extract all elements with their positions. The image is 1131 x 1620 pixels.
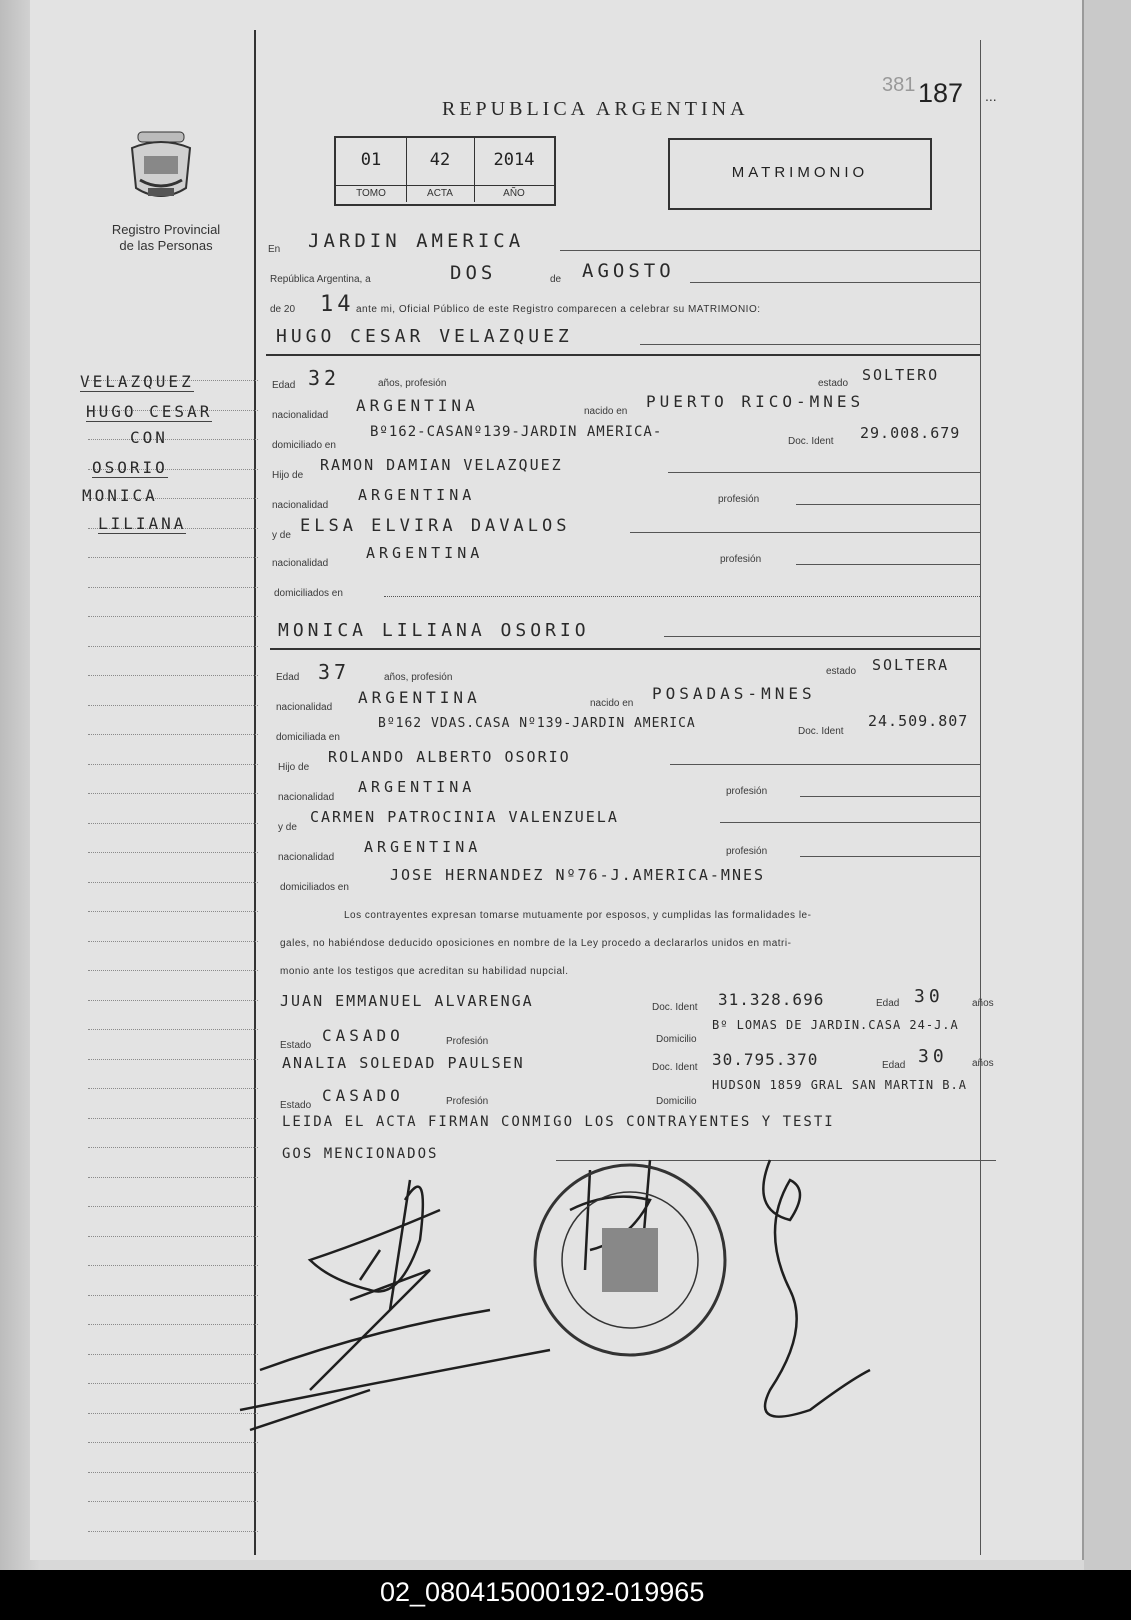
month-line xyxy=(690,282,980,283)
place: JARDIN AMERICA xyxy=(308,230,525,252)
page-edge xyxy=(1084,0,1131,1570)
ante-text: ante mi, Oficial Público de este Registro comparecen a celebrar su MATRIMONIO: xyxy=(356,304,761,315)
margin-rule xyxy=(88,970,258,971)
bride-mother-prof-line xyxy=(800,856,980,857)
witness1-profesion-label: Profesión xyxy=(446,1036,489,1047)
place-line xyxy=(560,250,980,251)
bride-doc-label: Doc. Ident xyxy=(798,726,844,737)
signatures-area xyxy=(230,1130,990,1530)
witness2-name: ANALIA SOLEDAD PAULSEN xyxy=(282,1054,525,1072)
record-type-box xyxy=(668,138,932,210)
bride-mother-nat-label: nacionalidad xyxy=(278,852,335,863)
witness2-domicilio: HUDSON 1859 GRAL SAN MARTIN B.A xyxy=(712,1078,967,1092)
margin-rule xyxy=(88,1088,258,1089)
groom-father-line xyxy=(668,472,980,473)
bride-father-nat: ARGENTINA xyxy=(358,778,476,796)
declaration-line1: Los contrayentes expresan tomarse mutuamente por esposos, y cumplidas las formalidades le- xyxy=(344,910,812,921)
margin-rule xyxy=(88,911,258,912)
margin-note-line4: OSORIO xyxy=(92,458,168,477)
bride-mother: CARMEN PATROCINIA VALENZUELA xyxy=(310,808,619,826)
officer-signature xyxy=(763,1160,870,1417)
groom-parents-address-line xyxy=(384,596,980,597)
acta-cell xyxy=(406,138,475,202)
witness1-doc: 31.328.696 xyxy=(718,990,825,1009)
groom-doc-label: Doc. Ident xyxy=(788,436,834,447)
bride-birthplace: POSADAS-MNES xyxy=(652,684,816,703)
declaration-line2: gales, no habiéndose deducido oposiciones en nombre de la Ley procedo a declararlos unidos en matri- xyxy=(280,938,792,949)
witness1-doc-label: Doc. Ident xyxy=(652,1002,698,1013)
groom-mother-profesion-label: profesión xyxy=(720,554,762,565)
de20-label: de 20 xyxy=(270,304,296,315)
margin-rule xyxy=(88,587,258,588)
groom-yde-label: y de xyxy=(272,530,291,541)
bride-mother-line xyxy=(720,822,980,823)
witness2-doc-label: Doc. Ident xyxy=(652,1062,698,1073)
groom-edad-label: Edad xyxy=(272,380,296,391)
bride-estado-label: estado xyxy=(826,666,857,677)
margin-rule xyxy=(88,1000,258,1001)
groom-mother-nat-label: nacionalidad xyxy=(272,558,329,569)
witness2-anios-label: años xyxy=(972,1058,994,1069)
witness1-name: JUAN EMMANUEL ALVARENGA xyxy=(280,992,534,1010)
margin-rule xyxy=(88,1029,258,1030)
margin-rule xyxy=(88,823,258,824)
record-type: MATRIMONIO xyxy=(731,164,869,181)
bride-father-profesion-label: profesión xyxy=(726,786,768,797)
margin-rule xyxy=(88,1531,258,1532)
margin-rule xyxy=(88,941,258,942)
margin-rule xyxy=(88,675,258,676)
witness2-domicilio-label: Domicilio xyxy=(656,1096,697,1107)
acta-label: ACTA xyxy=(406,185,474,202)
margin-note-line6: LILIANA xyxy=(98,514,187,533)
bride-name: MONICA LILIANA OSORIO xyxy=(278,620,590,641)
witness2-profesion-label: Profesión xyxy=(446,1096,489,1107)
groom-domiciliados-label: domiciliados en xyxy=(274,588,343,599)
document-code: 02_080415000192-019965 xyxy=(380,1577,705,1607)
tomo-value: 01 xyxy=(360,150,382,170)
year-suffix: 14 xyxy=(320,292,355,317)
margin-rule xyxy=(88,705,258,706)
bride-mother-nat: ARGENTINA xyxy=(364,838,482,856)
marriage-month: AGOSTO xyxy=(582,260,675,282)
bride-father-nat-label: nacionalidad xyxy=(278,792,335,803)
anio-value: 2014 xyxy=(493,150,535,170)
groom-hijo-label: Hijo de xyxy=(272,470,304,481)
witness1-anios-label: años xyxy=(972,998,994,1009)
bride-nationality: ARGENTINA xyxy=(358,688,481,707)
margin-rule xyxy=(88,646,258,647)
bride-name-line xyxy=(664,636,980,637)
margin-rule xyxy=(88,439,258,440)
groom-doc: 29.008.679 xyxy=(860,424,961,442)
margin-rule xyxy=(88,1118,258,1119)
anio-label: AÑO xyxy=(474,185,554,202)
faint-ref-number: 381 xyxy=(882,74,916,96)
margin-rule xyxy=(88,852,258,853)
provincial-seal-icon xyxy=(126,126,196,206)
bride-edad-label: Edad xyxy=(276,672,300,683)
tomo-label: TOMO xyxy=(336,185,406,202)
witness2-estado: CASADO xyxy=(322,1086,404,1105)
groom-father-nat-label: nacionalidad xyxy=(272,500,329,511)
bride-mother-profesion-label: profesión xyxy=(726,846,768,857)
groom-estado: SOLTERO xyxy=(862,366,940,384)
witness1-domicilio: Bº LOMAS DE JARDIN.CASA 24-J.A xyxy=(712,1018,959,1032)
witness2-edad-label: Edad xyxy=(882,1060,906,1071)
witness1-estado-label: Estado xyxy=(280,1040,312,1051)
folio-number: 187 xyxy=(918,78,964,108)
groom-mother: ELSA ELVIRA DAVALOS xyxy=(300,516,571,536)
bride-parents-address: JOSE HERNANDEZ Nº76-J.AMERICA-MNES xyxy=(390,866,766,884)
bride-domiciliados-label: domiciliados en xyxy=(280,882,349,893)
groom-estado-label: estado xyxy=(818,378,849,389)
margin-rule xyxy=(88,557,258,558)
groom-anios-label: años, profesión xyxy=(378,378,447,389)
marriage-day: DOS xyxy=(450,262,497,284)
groom-mother-line xyxy=(630,532,980,533)
groom-age: 32 xyxy=(308,366,341,390)
tomo-cell xyxy=(336,138,407,202)
closing-line2: GOS MENCIONADOS xyxy=(282,1146,439,1162)
bride-age: 37 xyxy=(318,660,351,684)
margin-rule xyxy=(88,882,258,883)
bride-hijo-label: Hijo de xyxy=(278,762,310,773)
registry-name xyxy=(96,222,236,254)
bride-father-prof-line xyxy=(800,796,980,797)
groom-nacionalidad-label: nacionalidad xyxy=(272,410,329,421)
margin-note-line1: VELAZQUEZ xyxy=(80,372,194,391)
groom-nacido-label: nacido en xyxy=(584,406,628,417)
anio-cell xyxy=(474,138,554,202)
country-heading: REPUBLICA ARGENTINA xyxy=(442,98,749,120)
witness2-age: 30 xyxy=(918,1046,948,1067)
groom-mother-nat: ARGENTINA xyxy=(366,544,484,562)
groom-address: Bº162-CASANº139-JARDIN AMERICA- xyxy=(370,424,663,440)
bride-yde-label: y de xyxy=(278,822,297,833)
margin-note-line5: MONICA xyxy=(82,486,158,505)
groom-domiciliado-label: domiciliado en xyxy=(272,440,336,451)
official-stamp xyxy=(535,1165,725,1355)
groom-father: RAMON DAMIAN VELAZQUEZ xyxy=(320,456,563,474)
groom-mother-prof-line xyxy=(796,564,980,565)
bride-domiciliado-label: domiciliada en xyxy=(276,732,340,743)
witness1-age: 30 xyxy=(914,986,944,1007)
de-label: de xyxy=(550,274,562,285)
closing-line1: LEIDA EL ACTA FIRMAN CONMIGO LOS CONTRAYENTES Y TESTI xyxy=(282,1114,835,1130)
record-reference-table xyxy=(334,136,556,206)
bride-father-line xyxy=(670,764,980,765)
declaration-line3: monio ante los testigos que acreditan su habilidad nupcial. xyxy=(280,966,569,977)
margin-rule xyxy=(88,764,258,765)
groom-name-line xyxy=(640,344,980,345)
margin-rule xyxy=(88,793,258,794)
bride-estado: SOLTERA xyxy=(872,656,950,674)
en-label: En xyxy=(268,244,281,255)
margin-note-line3: CON xyxy=(130,428,168,447)
groom-father-profesion-label: profesión xyxy=(718,494,760,505)
groom-father-prof-line xyxy=(796,504,980,505)
republica-label: República Argentina, a xyxy=(270,274,371,285)
groom-father-nat: ARGENTINA xyxy=(358,486,476,504)
margin-rule xyxy=(88,616,258,617)
groom-birthplace: PUERTO RICO-MNES xyxy=(646,392,865,411)
bride-nacido-label: nacido en xyxy=(590,698,634,709)
bride-section-divider xyxy=(270,648,980,650)
groom-name: HUGO CESAR VELAZQUEZ xyxy=(276,326,573,347)
acta-value: 42 xyxy=(429,150,451,170)
registry-line1: Registro Provincial xyxy=(111,222,221,237)
bride-address: Bº162 VDAS.CASA Nº139-JARDIN AMERICA xyxy=(378,716,696,731)
bride-anios-label: años, profesión xyxy=(384,672,453,683)
bride-nacionalidad-label: nacionalidad xyxy=(276,702,333,713)
margin-rule xyxy=(88,1059,258,1060)
witness1-edad-label: Edad xyxy=(876,998,900,1009)
folio-dots: ... xyxy=(985,88,997,104)
groom-section-divider xyxy=(266,354,980,356)
witness2-doc: 30.795.370 xyxy=(712,1050,819,1069)
bride-doc: 24.509.807 xyxy=(868,712,969,730)
margin-note-line2: HUGO CESAR xyxy=(86,402,213,421)
witness1-estado: CASADO xyxy=(322,1026,404,1045)
registry-line2: de las Personas xyxy=(119,238,213,253)
margin-rule xyxy=(88,734,258,735)
witness1-domicilio-label: Domicilio xyxy=(656,1034,697,1045)
witness2-estado-label: Estado xyxy=(280,1100,312,1111)
bride-father: ROLANDO ALBERTO OSORIO xyxy=(328,748,571,766)
groom-nationality: ARGENTINA xyxy=(356,396,479,415)
witness-signature xyxy=(240,1270,550,1430)
